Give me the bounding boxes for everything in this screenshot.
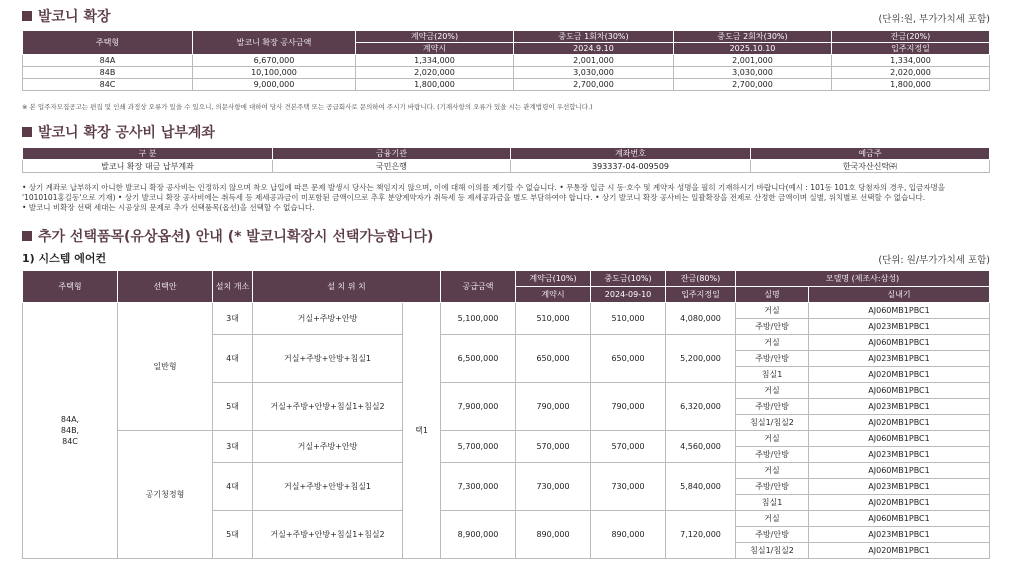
header-type: 주택형 [23, 31, 193, 55]
choice-cell: 공기청정형 [118, 431, 213, 559]
c3-cell: 4,560,000 [666, 431, 736, 463]
location-cell: 거실+주방+안방+침실1 [253, 463, 403, 511]
room-cell: 거실 [736, 335, 809, 351]
cell-type: 84B [23, 67, 193, 79]
cell-c3: 2,700,000 [674, 79, 832, 91]
indoor-model-cell: AJ023MB1PBC1 [809, 479, 990, 495]
count-cell: 4대 [213, 335, 253, 383]
cell-c2: 2,700,000 [514, 79, 674, 91]
count-cell: 3대 [213, 303, 253, 335]
header-c4-sub: 입주지정일 [832, 43, 990, 55]
c3-cell: 6,320,000 [666, 383, 736, 431]
header-c1-sub: 계약시 [356, 43, 514, 55]
price-cell: 5,700,000 [441, 431, 516, 463]
location-cell: 거실+주방+안방 [253, 303, 403, 335]
account-bank: 국민은행 [273, 160, 511, 173]
aircon-header-location: 설 치 위 치 [253, 271, 441, 303]
cell-c4: 1,800,000 [832, 79, 990, 91]
table-row [23, 303, 990, 319]
c2-cell: 890,000 [591, 511, 666, 559]
c1-cell: 730,000 [516, 463, 591, 511]
room-cell: 주방/안방 [736, 399, 809, 415]
count-cell: 4대 [213, 463, 253, 511]
cell-c4: 1,334,000 [832, 55, 990, 67]
unit-note: (단위:원, 부가가치세 포함) [878, 14, 990, 25]
account-note-line: • 발코니 비확장 선택 세대는 시공상의 문제로 추가 선택품목(옵션)을 선택할 수 없습니다. [22, 203, 315, 212]
aircon-header-c2-sub: 2024-09-10 [591, 287, 666, 303]
aircon-header-c3: 잔금(80%) [666, 271, 736, 287]
disclaimer-note: ※ 본 입주자모집공고는 편집 및 인쇄 과정상 오류가 있을 수 있으니, 의문사항에 대하여 당사 견본주택 또는 공급회사로 문의하여 주시기 바랍니다. (기재사항의 오류가 있을 시는 관계법령이 우선합니다.) [22, 103, 593, 111]
room-cell: 침실1 [736, 495, 809, 511]
account-notes [22, 183, 998, 213]
header-c1: 계약금(20%) [356, 31, 514, 43]
room-cell: 거실 [736, 431, 809, 447]
price-cell: 6,500,000 [441, 335, 516, 383]
indoor-model-cell: AJ060MB1PBC1 [809, 463, 990, 479]
aircon-header-c2: 중도금(10%) [591, 271, 666, 287]
cell-c2: 3,030,000 [514, 67, 674, 79]
header-amount: 발코니 확장 공사금액 [193, 31, 356, 55]
price-cell: 5,100,000 [441, 303, 516, 335]
account-header-bank: 금융기관 [273, 148, 511, 160]
aircon-header-room: 실명 [736, 287, 809, 303]
account-section-title: 발코니 확장 공사비 납부계좌 [22, 122, 215, 142]
room-cell: 침실1/침실2 [736, 543, 809, 559]
header-c3-sub: 2025.10.10 [674, 43, 832, 55]
choice-cell: 일반형 [118, 303, 213, 431]
aircon-header-c1-sub: 계약시 [516, 287, 591, 303]
c2-cell: 790,000 [591, 383, 666, 431]
c3-cell: 5,840,000 [666, 463, 736, 511]
room-cell: 침실1/침실2 [736, 415, 809, 431]
price-cell: 7,900,000 [441, 383, 516, 431]
room-cell: 거실 [736, 303, 809, 319]
header-c2-sub: 2024.9.10 [514, 43, 674, 55]
select-cell: 택1 [403, 303, 441, 559]
c2-cell: 510,000 [591, 303, 666, 335]
aircon-header-model: 모델명 (제조사:삼성) [736, 271, 990, 287]
balcony-price-table [22, 30, 990, 91]
cell-amount: 10,100,000 [193, 67, 356, 79]
cell-amount: 6,670,000 [193, 55, 356, 67]
cell-c1: 1,800,000 [356, 79, 514, 91]
indoor-model-cell: AJ023MB1PBC1 [809, 351, 990, 367]
cell-c1: 2,020,000 [356, 67, 514, 79]
location-cell: 거실+주방+안방+침실1+침실2 [253, 383, 403, 431]
indoor-model-cell: AJ023MB1PBC1 [809, 399, 990, 415]
indoor-model-cell: AJ023MB1PBC1 [809, 527, 990, 543]
indoor-model-cell: AJ023MB1PBC1 [809, 447, 990, 463]
c1-cell: 570,000 [516, 431, 591, 463]
room-cell: 주방/안방 [736, 319, 809, 335]
count-cell: 3대 [213, 431, 253, 463]
room-cell: 주방/안방 [736, 527, 809, 543]
cell-c4: 2,020,000 [832, 67, 990, 79]
account-header-category: 구 분 [23, 148, 273, 160]
cell-type: 84A [23, 55, 193, 67]
indoor-model-cell: AJ023MB1PBC1 [809, 319, 990, 335]
account-note-line: '1010101홍길동'으로 기재) • 상기 발코니 확장 공사비에는 취득세 등 제세공과금이 미포함된 금액이므로 추후 분양계약자가 취득세 등 제세공과금을 별도 부담하여야 합니다. • 상기 발코니 확장 공사비는 일괄확장을 전제로 산정한 금액이며 실별, 위치별로 선택할 수 없습니다. [22, 193, 926, 202]
cell-type: 84C [23, 79, 193, 91]
c1-cell: 790,000 [516, 383, 591, 431]
c3-cell: 4,080,000 [666, 303, 736, 335]
room-cell: 주방/안방 [736, 479, 809, 495]
count-cell: 5대 [213, 511, 253, 559]
table-row [23, 79, 990, 91]
aircon-table [22, 270, 990, 559]
indoor-model-cell: AJ060MB1PBC1 [809, 511, 990, 527]
c3-cell: 7,120,000 [666, 511, 736, 559]
indoor-model-cell: AJ020MB1PBC1 [809, 495, 990, 511]
cell-c3: 2,001,000 [674, 55, 832, 67]
header-c3: 중도금 2회차(30%) [674, 31, 832, 43]
aircon-header-price: 공급금액 [441, 271, 516, 303]
cell-c2: 2,001,000 [514, 55, 674, 67]
account-header-number: 계좌번호 [511, 148, 751, 160]
table-row [23, 431, 990, 447]
table-row [23, 67, 990, 79]
cell-amount: 9,000,000 [193, 79, 356, 91]
cell-c3: 3,030,000 [674, 67, 832, 79]
aircon-unit-note: (단위: 원/부가가치세 포함) [878, 255, 990, 266]
room-cell: 침실1 [736, 367, 809, 383]
room-cell: 거실 [736, 511, 809, 527]
option-section-title: 추가 선택품목(유상옵션) 안내 (* 발코니확장시 선택가능합니다) [22, 226, 433, 246]
room-cell: 거실 [736, 463, 809, 479]
indoor-model-cell: AJ020MB1PBC1 [809, 415, 990, 431]
aircon-header-c3-sub: 입주지정일 [666, 287, 736, 303]
location-cell: 거실+주방+안방+침실1 [253, 335, 403, 383]
c2-cell: 730,000 [591, 463, 666, 511]
header-c4: 잔금(20%) [832, 31, 990, 43]
table-row [23, 55, 990, 67]
account-number: 393337-04-009509 [511, 160, 751, 173]
location-cell: 거실+주방+안방 [253, 431, 403, 463]
c2-cell: 570,000 [591, 431, 666, 463]
aircon-header-c1: 계약금(10%) [516, 271, 591, 287]
indoor-model-cell: AJ060MB1PBC1 [809, 335, 990, 351]
indoor-model-cell: AJ060MB1PBC1 [809, 431, 990, 447]
cell-c1: 1,334,000 [356, 55, 514, 67]
house-type-cell: 84A, 84B, 84C [23, 303, 118, 559]
account-header-holder: 예금주 [751, 148, 990, 160]
aircon-header-indoor: 실내기 [809, 287, 990, 303]
indoor-model-cell: AJ060MB1PBC1 [809, 383, 990, 399]
count-cell: 5대 [213, 383, 253, 431]
indoor-model-cell: AJ060MB1PBC1 [809, 303, 990, 319]
c1-cell: 650,000 [516, 335, 591, 383]
aircon-subtitle: 1) 시스템 에어컨 [22, 252, 107, 265]
c1-cell: 510,000 [516, 303, 591, 335]
square-bullet-icon [22, 11, 32, 21]
aircon-header-type: 주택형 [23, 271, 118, 303]
indoor-model-cell: AJ020MB1PBC1 [809, 543, 990, 559]
header-c2: 중도금 1회차(30%) [514, 31, 674, 43]
square-bullet-icon [22, 127, 32, 137]
room-cell: 주방/안방 [736, 351, 809, 367]
location-cell: 거실+주방+안방+침실1+침실2 [253, 511, 403, 559]
square-bullet-icon [22, 231, 32, 241]
account-holder: 한국자산신탁㈜ [751, 160, 990, 173]
aircon-header-choice: 선택안 [118, 271, 213, 303]
account-table [22, 147, 990, 173]
c3-cell: 5,200,000 [666, 335, 736, 383]
price-cell: 7,300,000 [441, 463, 516, 511]
account-category: 발코니 확장 대금 납부계좌 [23, 160, 273, 173]
room-cell: 주방/안방 [736, 447, 809, 463]
c1-cell: 890,000 [516, 511, 591, 559]
c2-cell: 650,000 [591, 335, 666, 383]
aircon-header-count: 설치 개소 [213, 271, 253, 303]
account-note-line: • 상기 계좌로 납부하지 아니한 발코니 확장 공사비는 인정하지 않으며 착오 납입에 따른 문제 발생시 당사는 책임지지 않으며, 이에 대해 이의를 제기할 수 없습니다. • 무통장 입금 시 동·호수 및 계약자 성명을 필히 기재하시기 바랍니다(예시 : 101동 101호 당첨자의 경우, 입금자명을 [22, 183, 946, 192]
price-cell: 8,900,000 [441, 511, 516, 559]
room-cell: 거실 [736, 383, 809, 399]
balcony-section-title: 발코니 확장 [22, 6, 111, 26]
indoor-model-cell: AJ020MB1PBC1 [809, 367, 990, 383]
